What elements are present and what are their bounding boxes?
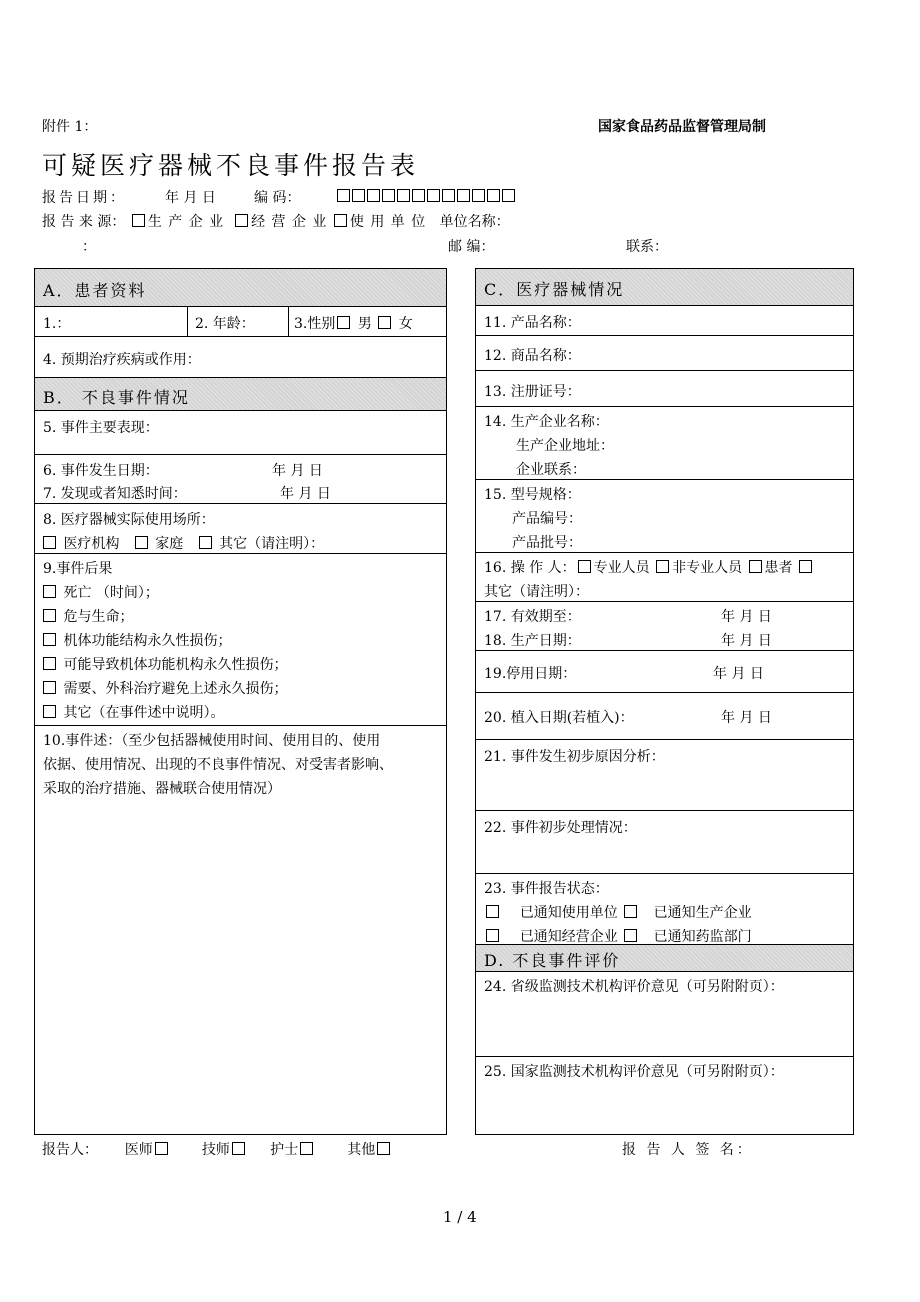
section-d-header: D. 不良事件评价 — [476, 945, 853, 972]
checkbox[interactable] — [799, 560, 812, 573]
attachment-label: 附件 1： — [42, 119, 98, 135]
operator-row: 16. 操 作 人： 专业人员 非专业人员 患者 其它（请注明）： — [476, 553, 853, 602]
event-description-row: 10.事件述：（至少包括器械使用时间、使用目的、使用 依据、使用情况、出现的不良事件情况、对受害者影响、 采取的治疗措施、器械联合使用情况） — [43, 733, 393, 797]
checkbox[interactable] — [199, 536, 212, 549]
checkbox[interactable] — [486, 905, 499, 918]
source-option: 经 营 企 业 — [251, 214, 328, 230]
registration-row: 13. 注册证号： — [476, 371, 853, 407]
right-table — [475, 268, 854, 1135]
event-manifestation-row: 5. 事件主要表现： — [35, 411, 446, 455]
checkbox[interactable] — [135, 536, 148, 549]
stop-date-row: 19.停用日期： 年 月 日 — [476, 651, 853, 693]
checkbox[interactable] — [155, 1142, 168, 1155]
authority-label: 国家食品药品监督管理局制 — [598, 119, 766, 135]
checkbox[interactable] — [43, 609, 56, 622]
operator-options: 16. 操 作 人： 专业人员 非专业人员 患者 — [484, 557, 815, 577]
section-a-header: A．患者资料 — [35, 269, 446, 307]
section-b-header: B． 不良事件情况 — [35, 378, 446, 411]
checkbox[interactable] — [656, 560, 669, 573]
cause-analysis-row: 21. 事件发生初步原因分析： — [476, 740, 853, 811]
national-evaluation-row: 25. 国家监测技术机构评价意见（可另附附页）： — [484, 1064, 784, 1080]
page-number: 1 / 4 — [443, 1208, 477, 1226]
checkbox[interactable] — [43, 657, 56, 670]
usage-place-options: 医疗机构 家庭 其它（请注明）： — [41, 533, 324, 553]
age-label: 2. 年龄： — [195, 316, 255, 332]
provincial-evaluation-row: 24. 省级监测技术机构评价意见（可另附附页）： — [476, 972, 853, 1057]
usage-place-row: 8. 医疗器械实际使用场所： 医疗机构 家庭 其它（请注明）： — [35, 504, 446, 554]
source-label: 报 告 来 源： — [42, 214, 126, 230]
unit-name-label: 单位名称： — [439, 214, 510, 230]
address-colon: ： — [82, 239, 96, 255]
event-dates-row: 6. 事件发生日期： 年 月 日 7. 发现或者知悉时间： 年 月 日 — [35, 455, 446, 504]
product-name-row: 11. 产品名称： — [476, 306, 853, 336]
checkbox[interactable] — [486, 929, 499, 942]
field-1-label: 1.： — [43, 316, 71, 332]
expected-treatment-row: 4. 预期治疗疾病或作用： — [35, 337, 446, 378]
checkbox[interactable] — [337, 316, 350, 329]
contact-label: 联系： — [626, 239, 668, 255]
model-row: 15. 型号规格： 产品编号： 产品批号： — [476, 480, 853, 553]
page-title: 可疑医疗器械不良事件报告表 — [42, 151, 420, 180]
checkbox[interactable] — [749, 560, 762, 573]
checkbox[interactable] — [300, 1142, 313, 1155]
checkbox[interactable] — [132, 214, 145, 227]
checkbox[interactable] — [334, 214, 347, 227]
checkbox[interactable] — [43, 681, 56, 694]
implant-date-row: 20. 植入日期(若植入)： 年 月 日 — [476, 693, 853, 740]
report-status-row: 23. 事件报告状态： 已通知使用单位 已通知生产企业 已通知经营企业 已通知药监部门 — [476, 874, 853, 945]
initial-handling-row: 22. 事件初步处理情况： — [476, 811, 853, 874]
source-option: 生 产 企 业 — [147, 214, 225, 230]
section-c-header: C．医疗器械情况 — [476, 269, 853, 306]
report-date-label: 报告日期： — [42, 190, 127, 206]
checkbox[interactable] — [43, 585, 56, 598]
checkbox[interactable] — [578, 560, 591, 573]
source-option: 使 用 单 位 — [349, 214, 427, 230]
event-consequence-row: 9.事件后果 死亡 （时间）； 危与生命； 机体功能结构永久性损伤； 可能导致机体功能机构永久性损伤； 需要、外科治疗避免上述永久损伤； 其它（在事件述中说明）。 — [35, 554, 446, 726]
checkbox[interactable] — [232, 1142, 245, 1155]
checkbox[interactable] — [43, 633, 56, 646]
checkbox[interactable] — [43, 705, 56, 718]
checkbox[interactable] — [377, 1142, 390, 1155]
expiry-production-row: 17. 有效期至： 年 月 日 18. 生产日期： 年 月 日 — [476, 602, 853, 651]
patient-basic-row — [35, 307, 446, 337]
gender-field: 3.性别 男 女 — [294, 316, 413, 332]
report-date-ymd: 年 月 日 — [165, 190, 216, 206]
left-table — [34, 268, 447, 1135]
checkbox[interactable] — [624, 905, 637, 918]
report-source-row — [42, 211, 510, 231]
code-label: 编 码： — [254, 190, 301, 206]
code-boxes[interactable] — [336, 189, 516, 205]
checkbox[interactable] — [378, 316, 391, 329]
checkbox[interactable] — [235, 214, 248, 227]
trade-name-row: 12. 商品名称： — [476, 336, 853, 371]
checkbox[interactable] — [624, 929, 637, 942]
reporter-signature-label: 报 告 人 签 名： — [622, 1142, 754, 1158]
checkbox[interactable] — [43, 536, 56, 549]
postcode-label: 邮 编： — [448, 239, 495, 255]
reporter-row: 报告人： 医师 技师 护士 其他 — [42, 1139, 393, 1159]
manufacturer-row: 14. 生产企业名称： 生产企业地址： 企业联系： — [476, 407, 853, 480]
